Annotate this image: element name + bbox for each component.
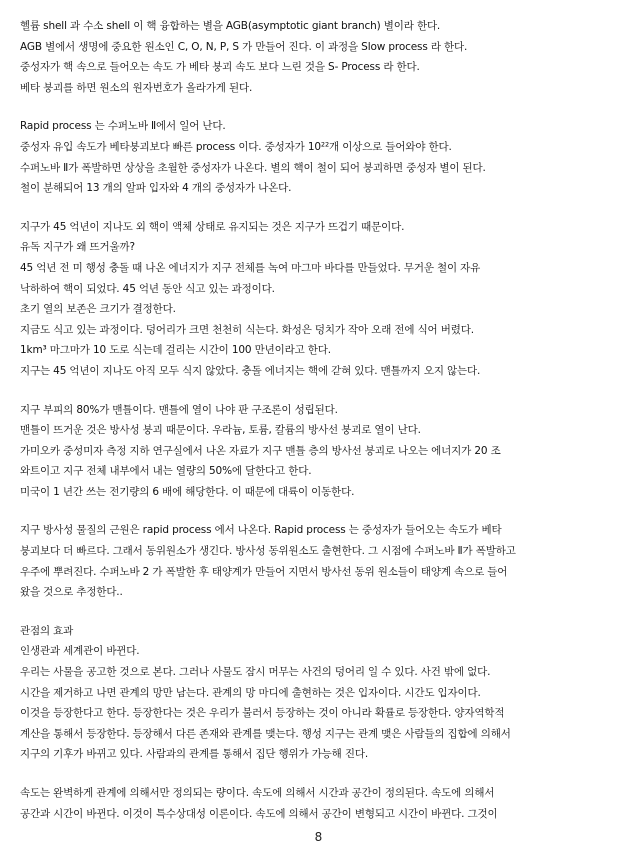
text-line: 지구가 45 억년이 지나도 외 핵이 액체 상태로 유지되는 것은 지구가 뜨겁기 때문이다. [20,220,405,233]
text-line: 속도는 완벽하게 관계에 의해서만 정의되는 량이다. 속도에 의해서 시간과 공간이 정의된다. 속도에 의해서 [20,787,495,799]
text-line: 와트이고 지구 전체 내부에서 내는 열량의 50%에 달한다고 한다. [20,465,312,478]
text-line: 초기 열의 보존은 크기가 결정한다. [20,303,176,316]
paragraph-speed-relativity [20,783,620,824]
paragraph-perspective-effect [20,621,620,765]
text-line: 미국이 1 년간 쓰는 전기량의 6 배에 해당한다. 이 때문에 대륙이 이동한다. [20,485,355,498]
text-line: 우리는 사물을 공고한 것으로 본다. 그러나 사물도 잠시 머무는 사건의 덩어리 일 수 있다. 사건 밖에 없다. [20,666,491,679]
text-line: 지구 부피의 80%가 맨틀이다. 맨틀에 열이 나야 판 구조론이 성립된다. [20,403,338,416]
text-line: 철이 분해되어 13 개의 알파 입자와 4 개의 중성자가 나온다. [20,182,292,195]
text-line: 지구 방사성 물질의 근원은 rapid process 에서 나온다. Rapid process 는 중성자가 들어오는 속도가 베타 [20,524,502,537]
paragraph-earth-heat [20,217,620,382]
paragraph-rapid-process [20,116,620,198]
text-line: 우주에 뿌려진다. 수퍼노바 2 가 폭발한 후 태양계가 만들어 지면서 방사선 동위 원소들이 태양계 속으로 들어 [20,565,508,578]
text-line: 유독 지구가 왜 뜨거울까? [20,241,135,254]
paragraph-radioactive-origin [20,520,620,602]
text-line: 헬륨 shell 과 수소 shell 이 핵 융합하는 별을 AGB(asymptotic giant branch) 별이라 한다. [20,20,441,32]
text-line: AGB 별에서 생명에 중요한 원소인 C, O, N, P, S 가 만들어 진다. 이 과정을 Slow process 라 한다. [20,40,468,53]
text-line: 중성자 유입 속도가 베타붕괴보다 빠른 process 이다. 중성자가 10²²개 이상으로 들어와야 한다. [20,140,452,153]
text-line: 수퍼노바 Ⅱ가 폭발하면 상상을 초월한 중성자가 나온다. 별의 핵이 철이 되어 붕괴하면 중성자 별이 된다. [20,161,486,174]
section-heading: 관점의 효과 [20,624,74,637]
text-line: 중성자가 핵 속으로 들어오는 속도 가 베타 붕괴 속도 보다 느린 것을 S- Process 라 한다. [20,61,420,74]
text-line: 공간과 시간이 바뀐다. 이것이 특수상대성 이론이다. 속도에 의해서 공간이 변형되고 시간이 바뀐다. 그것이 [20,807,498,820]
paragraph-mantle-radioactivity [20,400,620,503]
document-body [20,16,620,842]
text-line: 가미오카 중성미자 측정 지하 연구실에서 나온 자료가 지구 맨틀 층의 방사선 붕괴로 나오는 에너지가 20 조 [20,444,501,457]
text-line: 베타 붕괴를 하면 원소의 원자번호가 올라가게 된다. [20,81,253,94]
text-line: 45 억년 전 미 행성 충돌 때 나온 에너지가 지구 전체를 녹여 마그마 바다를 만들었다. 무거운 철이 자유 [20,261,481,274]
text-line: 낙하하여 핵이 되었다. 45 억년 동안 식고 있는 과정이다. [20,282,275,295]
paragraph-agb-slow-process [20,16,620,98]
text-line: 1km³ 마그마가 10 도로 식는데 걸리는 시간이 100 만년이라고 한다. [20,344,331,357]
page-number: 8 [314,830,323,844]
text-line: 이것을 등장한다고 한다. 등장한다는 것은 우리가 불러서 등장하는 것이 아니라 확률로 등장한다. 양자역학적 [20,707,505,720]
text-line: 붕괴보다 더 빠르다. 그래서 동위원소가 생긴다. 방사성 동위원소도 출현한다. 그 시점에 수퍼노바 Ⅱ가 폭발하고 [20,545,516,558]
text-line: 지구의 기후가 바뀌고 있다. 사람과의 관계를 통해서 집단 행위가 가능해 진다. [20,748,369,761]
text-line: 인생관과 세계관이 바뀐다. [20,645,140,658]
text-line: 시간을 제거하고 나면 관계의 망만 남는다. 관계의 망 마디에 출현하는 것은 입자이다. 시간도 입자이다. [20,686,481,699]
text-line: Rapid process 는 수퍼노바 Ⅱ에서 일어 난다. [20,120,226,133]
text-line: 지구는 45 억년이 지나도 아직 모두 식지 않았다. 충돌 에너지는 핵에 갇혀 있다. 맨틀까지 오지 않는다. [20,364,481,377]
text-line: 지금도 식고 있는 과정이다. 덩어리가 크면 천천히 식는다. 화성은 덩치가 작아 오래 전에 식어 버렸다. [20,323,474,336]
text-line: 계산을 통해서 등장한다. 등장해서 다른 존재와 관계를 맺는다. 행성 지구는 관계 맺은 사람들의 집합에 의해서 [20,727,511,740]
text-line: 맨틀이 뜨거운 것은 방사성 붕괴 때문이다. 우라늄, 토륨, 칼륨의 방사선 붕괴로 열이 난다. [20,424,421,437]
text-line: 왔을 것으로 추정한다.. [20,586,123,599]
